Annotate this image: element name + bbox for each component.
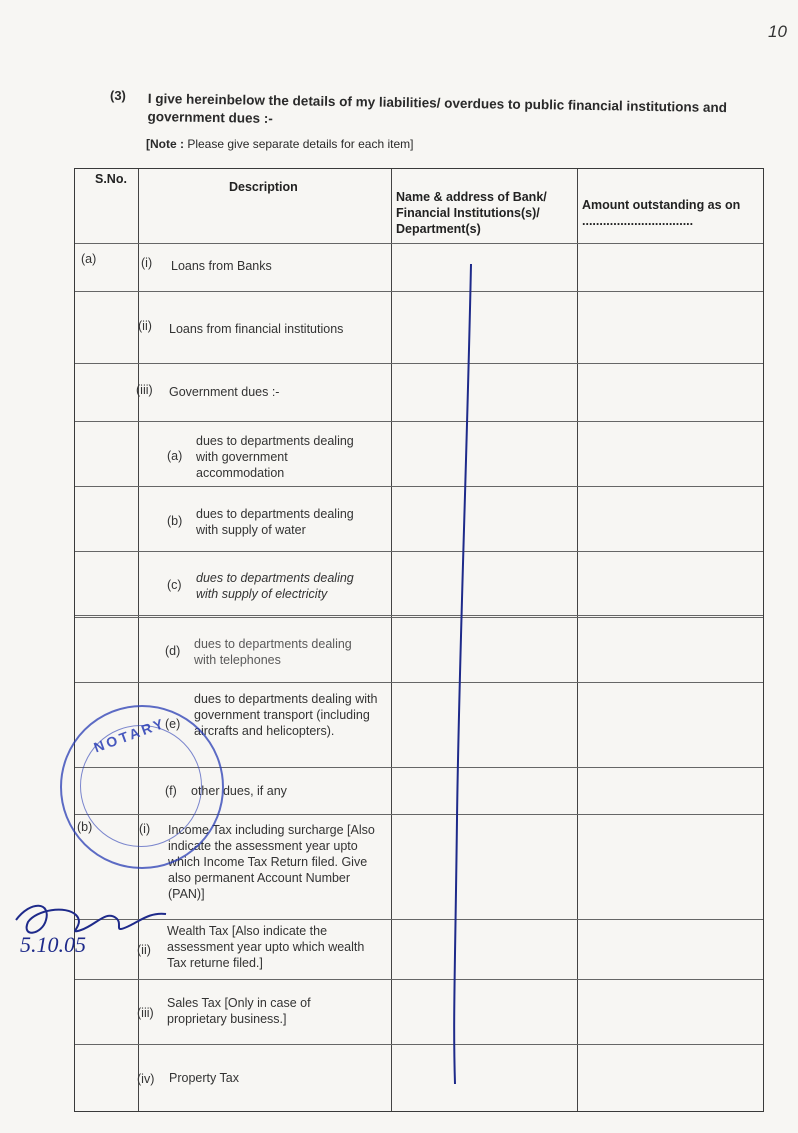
row-gov-e-sub: (e) [165, 717, 181, 731]
signature [6, 890, 176, 960]
row-b-iv-text: Property Tax [169, 1071, 239, 1085]
row-gov-f-text: other dues, if any [191, 784, 287, 798]
row-b-iii-sub: (iii) [137, 1006, 154, 1020]
note-label: [Note : [146, 137, 184, 151]
row-b-sno: (b) [77, 820, 93, 834]
section-heading: I give hereinbelow the details of my liabilities/ overdues to public financial institutions and government dues :- [147, 90, 728, 126]
row-gov-d-sub: (d) [165, 644, 181, 658]
notary-stamp [60, 705, 224, 869]
row-gov-f-sub: (f) [165, 784, 177, 798]
row-a-text: Loans from Banks [171, 259, 272, 273]
row-gov-b-sub: (b) [167, 514, 183, 528]
row-a-ii-text: Loans from financial institutions [169, 322, 344, 336]
handwritten-line [445, 259, 475, 1089]
signature-date: 5.10.05 [20, 932, 86, 957]
row-b-ii-sub: (ii) [137, 943, 151, 957]
note [146, 137, 413, 151]
row-gov-a-sub: (a) [167, 449, 183, 463]
row-b-iv-sub: (iv) [137, 1072, 155, 1086]
row-b-iii-text: Sales Tax [Only in case of proprietary business.] [167, 996, 311, 1026]
row-b-sub: (i) [139, 822, 151, 836]
header-name-address: Name & address of Bank/ Financial Institutions(s)/ Department(s) [396, 190, 547, 236]
note-text: Please give separate details for each item] [184, 137, 414, 151]
section-number: (3) [110, 88, 126, 103]
row-gov-b-text: dues to departments dealing with supply of water [196, 507, 354, 537]
stamp-text: NOTARY [91, 714, 169, 756]
row-gov-d-text: dues to departments dealing with telephones [194, 637, 352, 667]
row-b-ii-text: Wealth Tax [Also indicate the assessment year upto which wealth Tax returne filed.] [167, 924, 365, 970]
row-a-iii-sub: (iii) [136, 383, 153, 397]
row-b-text: Income Tax including surcharge [Also indicate the assessment year upto which Income Tax Return filed. Give also permanent Account Number (PAN)] [168, 823, 375, 901]
header-amount: Amount outstanding as on ................................ [582, 198, 741, 228]
row-a-iii-text: Government dues :- [169, 385, 280, 399]
row-gov-a-text: dues to departments dealing with government accommodation [196, 434, 354, 480]
row-a-sub: (i) [141, 256, 153, 270]
row-a-sno: (a) [81, 252, 97, 266]
row-gov-e-text: dues to departments dealing with government transport (including aircrafts and helicopters). [194, 692, 378, 738]
page-number: 10 [768, 22, 787, 41]
row-gov-c-sub: (c) [167, 578, 182, 592]
header-sno: S.No. [95, 172, 127, 186]
header-description: Description [229, 180, 298, 194]
row-gov-c-text: dues to departments dealing with supply of electricity [196, 571, 354, 601]
row-a-ii-sub: (ii) [138, 319, 152, 333]
liabilities-table [74, 168, 764, 1112]
